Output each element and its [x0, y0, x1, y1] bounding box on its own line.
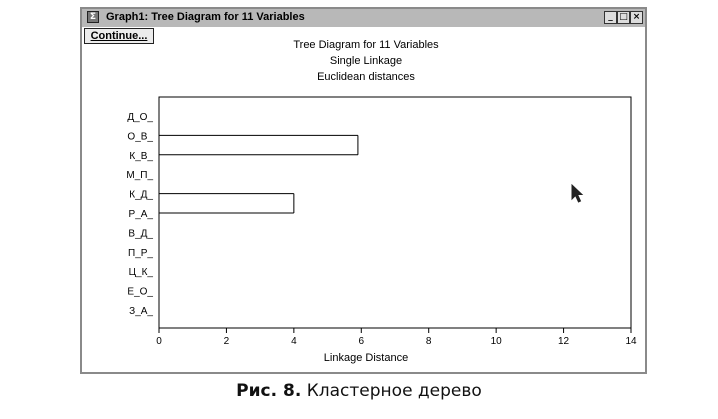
x-tick-label: 4	[291, 336, 297, 347]
leaf-label: З_А_	[129, 306, 153, 317]
caption-text: Кластерное дерево	[301, 381, 482, 401]
leaf-label: Е_О_	[127, 286, 153, 298]
x-tick-label: 2	[223, 336, 230, 347]
window-title: Graph1: Tree Diagram for 11 Variables	[106, 11, 305, 23]
leaf-label: В_Д_	[128, 228, 153, 240]
x-tick-label: 14	[625, 336, 637, 347]
leaf-label: О_В_	[127, 131, 153, 143]
leaf-label: Ц_К_	[128, 267, 153, 279]
maximize-button[interactable]: □	[617, 11, 630, 24]
chart-app-icon[interactable]: Σ	[87, 11, 99, 23]
x-tick-label: 12	[558, 336, 570, 347]
chart-title: Tree Diagram for 11 Variables	[293, 39, 439, 51]
continue-button[interactable]: Continue...	[84, 28, 154, 44]
x-axis-label: Linkage Distance	[323, 352, 409, 364]
chart-subtitle-distance: Euclidean distances	[317, 71, 415, 83]
x-tick-label: 10	[490, 336, 502, 347]
leaf-label: К_В_	[129, 150, 153, 162]
caption-label: Рис. 8.	[236, 381, 302, 401]
chart-subtitle-linkage: Single Linkage	[329, 55, 403, 67]
leaf-label: К_Д_	[129, 189, 153, 201]
leaf-label: П_Р_	[128, 247, 153, 259]
x-tick-label: 0	[156, 336, 162, 347]
leaf-label: М_П_	[126, 170, 153, 182]
leaf-label: Р_А_	[128, 209, 153, 220]
x-tick-label: 8	[425, 336, 432, 347]
x-tick-label: 6	[358, 336, 365, 347]
leaf-label: Д_О_	[127, 112, 153, 123]
mouse-pointer-icon	[571, 184, 585, 204]
minimize-button[interactable]: _	[604, 11, 617, 24]
close-button[interactable]: ×	[630, 11, 643, 24]
figure-caption	[0, 381, 718, 401]
